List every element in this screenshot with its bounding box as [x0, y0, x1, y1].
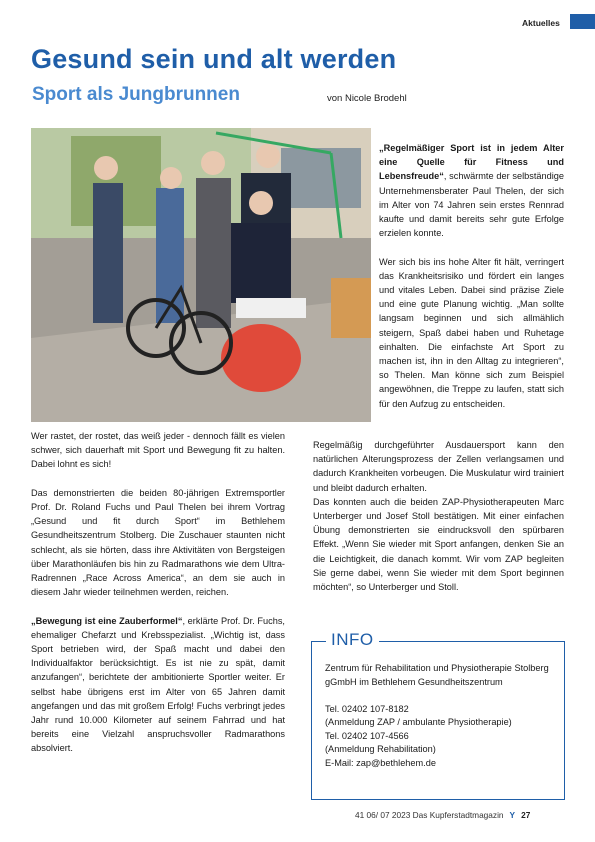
info-organization: Zentrum für Rehabilitation und Physiotherapie Stolberg gGmbH im Bethlehem Gesundheitszentrum: [325, 663, 549, 687]
pull-quote-rest: , erklärte Prof. Dr. Fuchs, ehemaliger Chefarzt und Krebsspezialist. „Wichtig ist, dass Sport betrieben wird, der Spaß macht und dabei den Individualfaktor berücksichtigt. Es ist nie zu spät, damit anzufangen“, berichtete der ambitionierte Sportler weiter. Er selbst habe übrigens erst im Alter von 65 Jahren damit angefangen und das mit großem Erfolg! Fuchs verbringt jedes Jahr rund 10.000 Kilometer auf seinem Fahrrad und hat bereits eine Vielzahl anspruchsvoller Radmarathons absolviert.: [31, 615, 285, 754]
paragraph: Wer rastet, der rostet, das weiß jeder - dennoch fällt es vielen schwer, sich dauerhaft mit Sport und Bewegung fit zu halten. Dabei lohnt es sich!: [31, 431, 285, 470]
article-subtitle: Sport als Jungbrunnen: [32, 84, 240, 105]
article-photo: [31, 128, 371, 422]
right-column-bottom: [313, 438, 564, 608]
info-note-1: (Anmeldung ZAP / ambulante Physiotherapie): [325, 717, 512, 727]
page-number: 27: [521, 810, 531, 820]
paragraph: Regelmäßig durchgeführter Ausdauersport kann den natürlichen Alterungsprozess der Zellen verlangsamen und dadurch Krankheiten vorbeugen. Die Muskulatur wird trainiert und bleibt dadurch erhalten.: [313, 440, 564, 493]
footer-issue: 41 06/ 07 2023 Das Kupferstadtmagazin: [355, 810, 504, 820]
section-label: Aktuelles: [522, 18, 560, 28]
lead-quote-rest: , schwärmte der selbständige Unternehmensberater Paul Thelen, der sich im Alter von 74 Jahren sein erstes Rennrad kaufte und damit bereits sehr gute Erfolge erzielen konnte.: [379, 171, 564, 239]
paragraph: Das demonstrierten die beiden 80-jährigen Extremsportler Prof. Dr. Roland Fuchs und Paul Thelen bei ihrem Vortrag „Gesund und fit durch Sport“ im Bethlehem Gesundheitszentrum Stolberg. Die Zuschauer staunten nicht schlecht, als sie hörten, dass ihre Aktivitäten von Bergsteigen über Marathonläufen bis hin zu Radmarathons wie dem Ultra-Radrennen „Race Across America“, an dem sie auch in diesem Jahr wieder teilnehmen werden, reichen.: [31, 487, 285, 598]
left-column: [31, 429, 285, 770]
info-heading: INFO: [326, 630, 379, 650]
paragraph: Das konnten auch die beiden ZAP-Physiotherapeuten Marc Unterberger und Josef Stoll bestätigen. Mit einer einfachen Übung demonstrierten sie eindrucksvoll den spürbaren Effekt. „Wenn Sie wieder mit Sport anfangen, denken Sie an die Leichtigkeit, die danach kommt. Wir vom ZAP begleiten Sie gerne dabei, wenn Sie wieder mit dem Sport beginnen möchten“, so Unterberger und Stoll.: [313, 496, 564, 593]
section-color-bar: [570, 14, 595, 29]
info-phone-2: Tel. 02402 107-4566: [325, 730, 409, 741]
footer-separator: Y: [509, 810, 516, 820]
lead-quote: „Regelmäßiger Sport ist in jedem Alter eine Quelle für Fitness und Lebensfreude“: [379, 143, 564, 182]
page-footer: [355, 810, 530, 820]
article-title: Gesund sein und alt werden: [31, 44, 397, 74]
info-phone-1: Tel. 02402 107-8182: [325, 703, 409, 714]
article-author: von Nicole Brodehl: [327, 93, 407, 104]
right-column-top: [379, 141, 564, 425]
info-content: [325, 662, 557, 770]
info-note-2: (Anmeldung Rehabilitation): [325, 744, 436, 754]
paragraph: Wer sich bis ins hohe Alter fit hält, verringert das Krankheitsrisiko und fördert ein langes und vitales Leben. Dabei sind präzise Ziele und eine gute Planung wichtig. „Man sollte langsam beginnen und sich allmählich steigern, Spaß dabei haben und Ruhetage einhalten. Die einfachste Art Sport zu machen ist, ihn in den Alltag zu integrieren“, so Thelen. Man könne sich zum Beispiel angewöhnen, die Treppe zu laufen, statt sich für den Aufzug zu entscheiden.: [379, 256, 564, 409]
info-email: E-Mail: zap@bethlehem.de: [325, 757, 436, 768]
pull-quote: „Bewegung ist eine Zauberformel“: [31, 615, 183, 626]
